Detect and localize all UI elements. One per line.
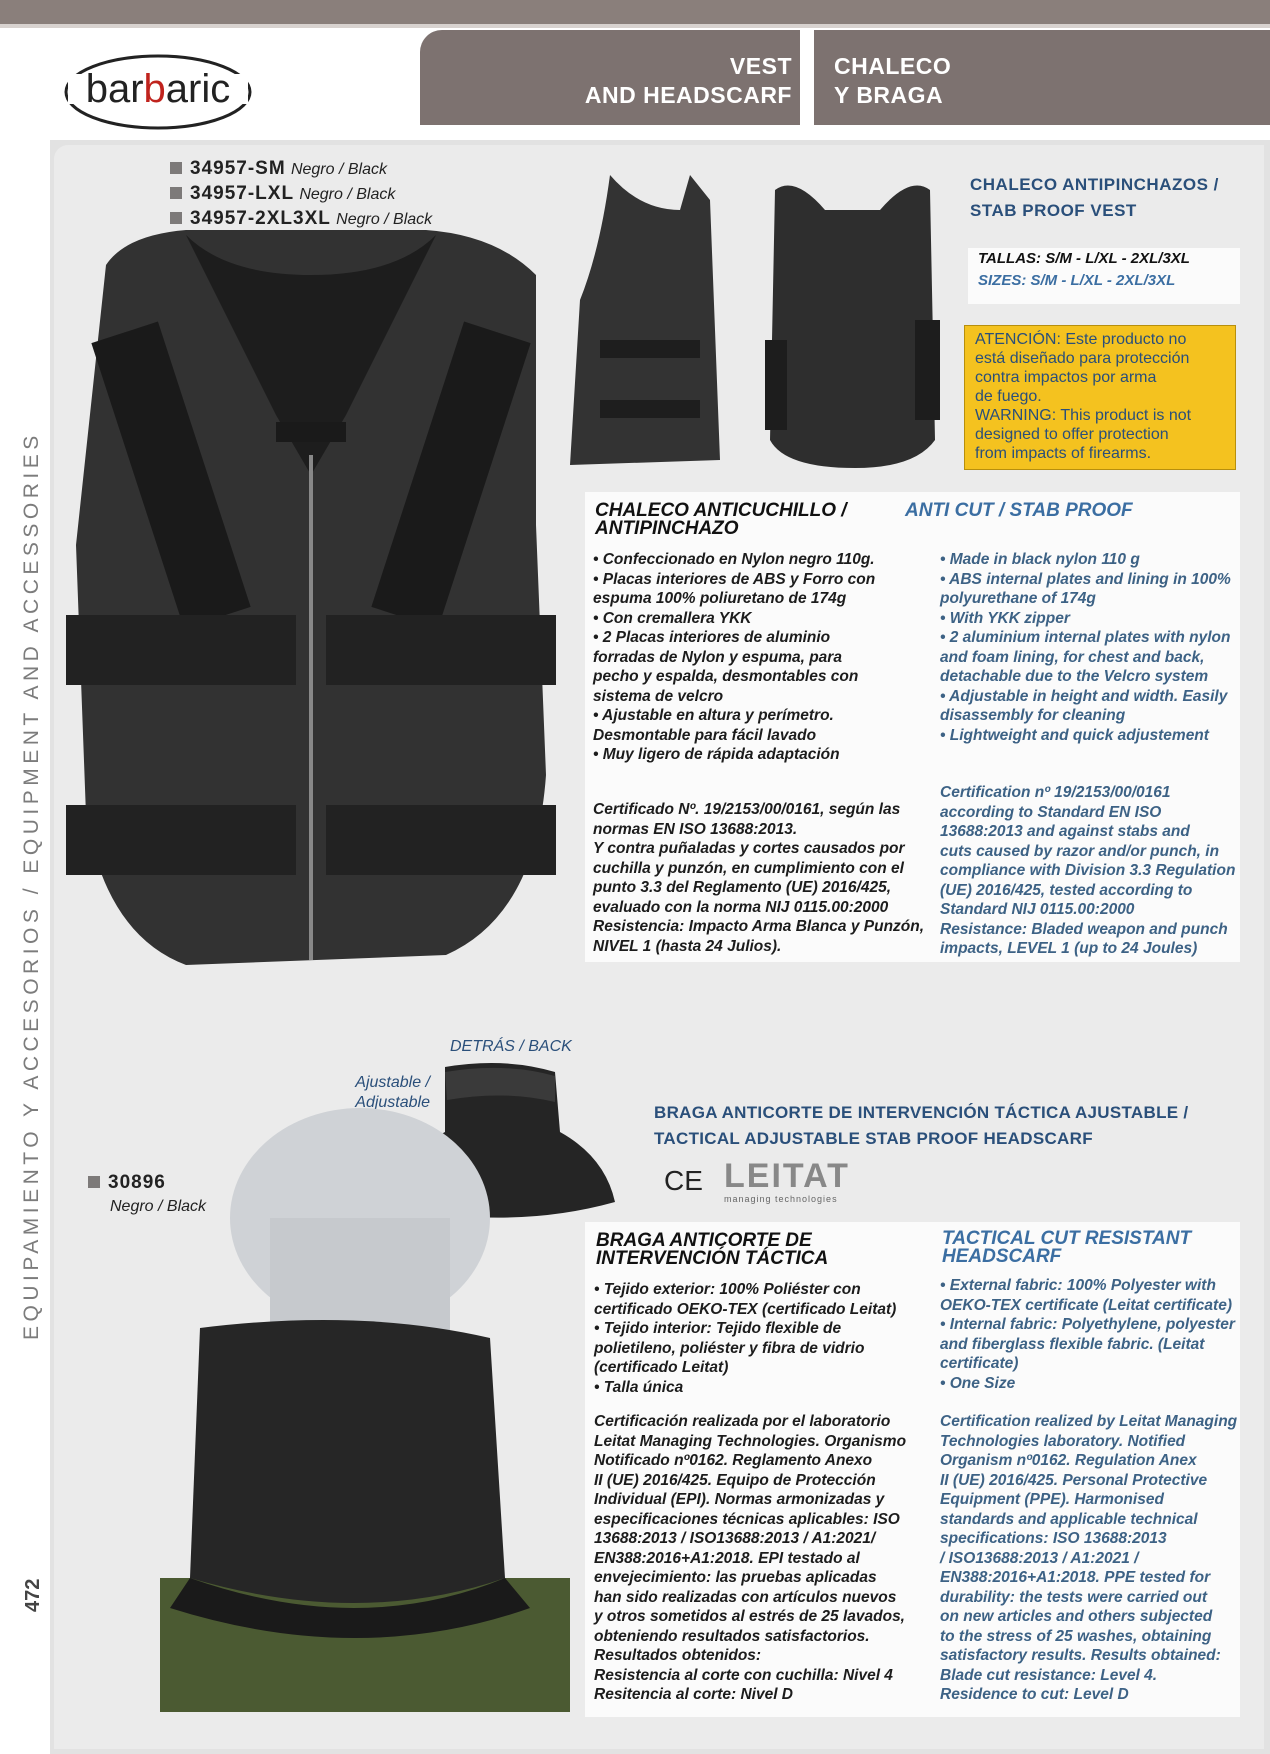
feature-line: certificate)	[940, 1355, 1019, 1372]
headscarf-title	[654, 1100, 1188, 1152]
sizes-es: TALLAS: S/M - L/XL - 2XL/3XL	[978, 250, 1190, 267]
cert-line: on new articles and others subjected	[940, 1608, 1213, 1625]
cert-line: II (UE) 2016/425. Personal Protective	[940, 1471, 1208, 1489]
headscarf-es-heading-line2: INTERVENCIÓN TÁCTICA	[596, 1248, 829, 1269]
feature-line: • ABS internal plates and lining in 100%	[940, 570, 1231, 588]
cert-line: Resultados obtenidos:	[594, 1647, 762, 1664]
cert-line: Resitencia al corte: Nivel D	[594, 1686, 793, 1703]
cert-line: Technologies laboratory. Notified	[940, 1432, 1186, 1450]
cert-line: Residence to cut: Level D	[940, 1686, 1129, 1703]
headscarf-es-heading	[596, 1232, 828, 1268]
cert-line: Organism nº0162. Regulation Anex	[940, 1452, 1197, 1469]
feature-line: sistema de velcro	[593, 687, 724, 705]
feature-line: • 2 aluminium internal plates with nylon	[940, 629, 1231, 646]
warning-line: de fuego.	[975, 388, 1042, 405]
headscarf-en-heading-line1: TACTICAL CUT RESISTANT	[942, 1228, 1192, 1249]
warning-line: WARNING: This product is not	[975, 407, 1192, 424]
feature-line: • Confeccionado en Nylon negro 110g.	[593, 551, 875, 568]
cert-line: Individual (EPI). Normas armonizadas y	[594, 1491, 885, 1508]
feature-line: • External fabric: 100% Polyester with	[940, 1277, 1216, 1294]
cert-line: punto 3.3 del Reglamento (UE) 2016/425,	[593, 879, 892, 896]
top-bar	[0, 0, 1270, 24]
product-code-row: 34957-2XL3XL Negro / Black	[170, 208, 432, 230]
vest-en-certification	[940, 783, 1240, 959]
warning-line: contra impactos por arma	[975, 369, 1157, 386]
header-es-line1: CHALECO	[834, 53, 952, 79]
vest-back-image	[765, 170, 940, 470]
headscarf-title-line1: BRAGA ANTICORTE DE INTERVENCIÓN TÁCTICA AJUSTABLE /	[654, 1103, 1189, 1122]
header-en-line1: VEST	[729, 53, 792, 79]
headscarf-en-heading	[942, 1230, 1191, 1266]
warning-line: ATENCIÓN: Este producto no	[975, 331, 1187, 348]
headscarf-en-features	[940, 1276, 1240, 1393]
header-es-line2: Y BRAGA	[834, 82, 944, 108]
sizes-box	[968, 248, 1240, 304]
feature-line: polyurethane of 174g	[940, 590, 1096, 607]
feature-line: • One Size	[940, 1374, 1016, 1392]
headscarf-en-heading-line2: HEADSCARF	[942, 1246, 1062, 1267]
vest-es-features	[593, 550, 928, 765]
headscarf-es-features	[594, 1280, 934, 1397]
adjustable-line2: Adjustable	[355, 1094, 430, 1111]
headscarf-es-heading-line1: BRAGA ANTICORTE DE	[596, 1230, 812, 1251]
cert-line: Certificado Nº. 19/2153/00/0161, según las	[593, 801, 901, 818]
cert-line: durability: the tests were carried out	[940, 1588, 1208, 1606]
cert-line: Leitat Managing Technologies. Organismo	[594, 1432, 907, 1450]
vest-en-heading: ANTI CUT / STAB PROOF	[905, 500, 1133, 521]
header-en-line2: AND HEADSCARF	[584, 82, 792, 108]
cert-line: to the stress of 25 washes, obtaining	[940, 1627, 1212, 1645]
feature-line: polietileno, poliéster y fibra de vidrio	[594, 1339, 865, 1357]
cert-line: Blade cut resistance: Level 4.	[940, 1666, 1158, 1684]
barbaric-logo	[58, 44, 258, 136]
vest-title-line2: STAB PROOF VEST	[970, 201, 1137, 220]
vest-title-line1: CHALECO ANTIPINCHAZOS /	[970, 175, 1219, 194]
feature-line: (certificado Leitat)	[594, 1359, 729, 1376]
top-line	[0, 24, 1270, 28]
warning-line: designed to offer protection	[975, 426, 1169, 443]
cert-line: II (UE) 2016/425. Equipo de Protección	[594, 1471, 876, 1489]
cert-line: Certification nº 19/2153/00/0161	[940, 784, 1171, 801]
cert-line: impacts, LEVEL 1 (up to 24 Joules)	[940, 940, 1198, 957]
vest-side-image	[570, 170, 720, 470]
feature-line: • Tejido exterior: 100% Poliéster con	[594, 1281, 861, 1298]
warning-line: from impacts of firearms.	[975, 445, 1152, 462]
cert-line: satisfactory results. Results obtained:	[940, 1647, 1221, 1664]
cert-line: cuchilla y punzón, en cumplimiento con el	[593, 859, 904, 877]
cert-line: normas EN ISO 13688:2013.	[593, 820, 798, 838]
cert-line: EN388:2016+A1:2018. EPI testado al	[594, 1549, 860, 1567]
cert-line: NIVEL 1 (hasta 24 Julios).	[593, 937, 782, 955]
cert-line: Resistencia: Impacto Arma Blanca y Punzón,	[593, 918, 925, 935]
feature-line: OEKO-TEX certificate (Leitat certificate)	[940, 1296, 1232, 1314]
cert-line: cuts caused by razor and/or punch, in	[940, 842, 1220, 860]
cert-line: Certification realized by Leitat Managing	[940, 1413, 1238, 1430]
back-label: DETRÁS / BACK	[450, 1038, 572, 1055]
feature-line: • Ajustable en altura y perímetro.	[593, 707, 834, 724]
feature-line: • Placas interiores de ABS y Forro con	[593, 570, 876, 588]
header-title-en	[420, 30, 800, 125]
header-title-es	[814, 30, 1270, 125]
feature-line: detachable due to the Velcro system	[940, 668, 1209, 685]
cert-line: specifications: ISO 13688:2013	[940, 1530, 1167, 1547]
cert-line: especificaciones técnicas aplicables: ISO	[594, 1510, 900, 1528]
warning-box	[964, 325, 1236, 470]
cert-line: Notificado nº0162. Reglamento Anexo	[594, 1452, 873, 1469]
feature-line: pecho y espalda, desmontables con	[593, 668, 859, 685]
cert-line: Equipment (PPE). Harmonised	[940, 1491, 1164, 1508]
cert-line: / ISO13688:2013 / A1:2021 /	[940, 1549, 1139, 1567]
leitat-subtitle: managing technologies	[724, 1194, 838, 1204]
warning-line: está diseñado para protección	[975, 350, 1190, 367]
cert-line: (UE) 2016/425, tested according to	[940, 881, 1193, 899]
feature-line: • Lightweight and quick adjustement	[940, 726, 1209, 744]
feature-line: disassembly for cleaning	[940, 707, 1126, 724]
cert-line: according to Standard EN ISO	[940, 803, 1162, 821]
headscarf-front-image	[160, 1108, 570, 1712]
headscarf-es-certification	[594, 1412, 934, 1705]
headscarf-code: 30896	[88, 1172, 166, 1194]
product-code-row: 34957-LXL Negro / Black	[170, 183, 395, 205]
cert-line: y otros sometidos al estrés de 25 lavados,	[594, 1608, 905, 1625]
cert-line: han sido realizadas con artículos nuevos	[594, 1588, 897, 1606]
feature-line: and foam lining, for chest and back,	[940, 648, 1205, 666]
cert-line: envejecimiento: las pruebas aplicadas	[594, 1569, 877, 1586]
leitat-logo	[724, 1158, 864, 1206]
cert-line: compliance with Division 3.3 Regulation	[940, 862, 1236, 879]
page-number: 472	[22, 1578, 44, 1612]
feature-line: • Adjustable in height and width. Easily	[940, 687, 1228, 705]
cert-line: Y contra puñaladas y cortes causados por	[593, 840, 905, 857]
feature-line: • Muy ligero de rápida adaptación	[593, 746, 840, 763]
feature-line: • With YKK zipper	[940, 609, 1070, 627]
feature-line: • Made in black nylon 110 g	[940, 551, 1140, 568]
vest-es-heading-line2: ANTIPINCHAZO	[595, 518, 739, 539]
leitat-wordmark: LEITAT	[724, 1157, 850, 1195]
feature-line: • Tejido interior: Tejido flexible de	[594, 1320, 842, 1337]
svg-text:barbaric: barbaric	[85, 67, 231, 111]
cert-line: Resistance: Bladed weapon and punch	[940, 920, 1228, 938]
vest-es-certification	[593, 800, 933, 956]
headscarf-en-certification	[940, 1412, 1240, 1705]
cert-line: Resistencia al corte con cuchilla: Nivel 4	[594, 1666, 893, 1684]
cert-line: EN388:2016+A1:2018. PPE tested for	[940, 1569, 1211, 1586]
feature-line: • Talla única	[594, 1378, 684, 1396]
cert-line: Certificación realizada por el laboratorio	[594, 1413, 891, 1430]
feature-line: • Internal fabric: Polyethylene, polyester	[940, 1316, 1235, 1333]
feature-line: forradas de Nylon y espuma, para	[593, 648, 842, 666]
feature-line: • Con cremallera YKK	[593, 609, 752, 627]
cert-line: Standard NIJ 0115.00:2000	[940, 901, 1135, 918]
cert-line: 13688:2013 / ISO13688:2013 / A1:2021/	[594, 1530, 876, 1547]
feature-line: espuma 100% poliuretano de 174g	[593, 590, 847, 607]
cert-line: evaluado con la norma NIJ 0115.00:2000	[593, 898, 889, 916]
sizes-en: SIZES: S/M - L/XL - 2XL/3XL	[978, 272, 1176, 289]
cert-line: standards and applicable technical	[940, 1510, 1198, 1528]
cert-line: 13688:2013 and against stabs and	[940, 823, 1190, 840]
ce-mark: CE	[664, 1165, 703, 1196]
adjustable-line1: Ajustable /	[355, 1074, 430, 1091]
section-label: EQUIPAMIENTO Y ACCESORIOS / EQUIPMENT AND ACCESSORIES	[20, 431, 43, 1340]
headscarf-color: Negro / Black	[110, 1198, 207, 1215]
vest-en-features	[940, 550, 1240, 745]
vest-es-heading-line1: CHALECO ANTICUCHILLO /	[595, 500, 847, 521]
feature-line: Desmontable para fácil lavado	[593, 726, 817, 744]
vest-es-heading	[595, 502, 847, 538]
feature-line: certificado OEKO-TEX (certificado Leitat)	[594, 1300, 897, 1318]
vest-front-image	[66, 215, 556, 985]
cert-line: obteniendo resultados satisfactorios.	[594, 1627, 870, 1645]
feature-line: • 2 Placas interiores de aluminio	[593, 629, 831, 646]
vest-title	[970, 172, 1219, 224]
headscarf-title-line2: TACTICAL ADJUSTABLE STAB PROOF HEADSCARF	[654, 1129, 1093, 1148]
feature-line: and fiberglass flexible fabric. (Leitat	[940, 1335, 1205, 1353]
product-code-row: 34957-SM Negro / Black	[170, 158, 387, 180]
